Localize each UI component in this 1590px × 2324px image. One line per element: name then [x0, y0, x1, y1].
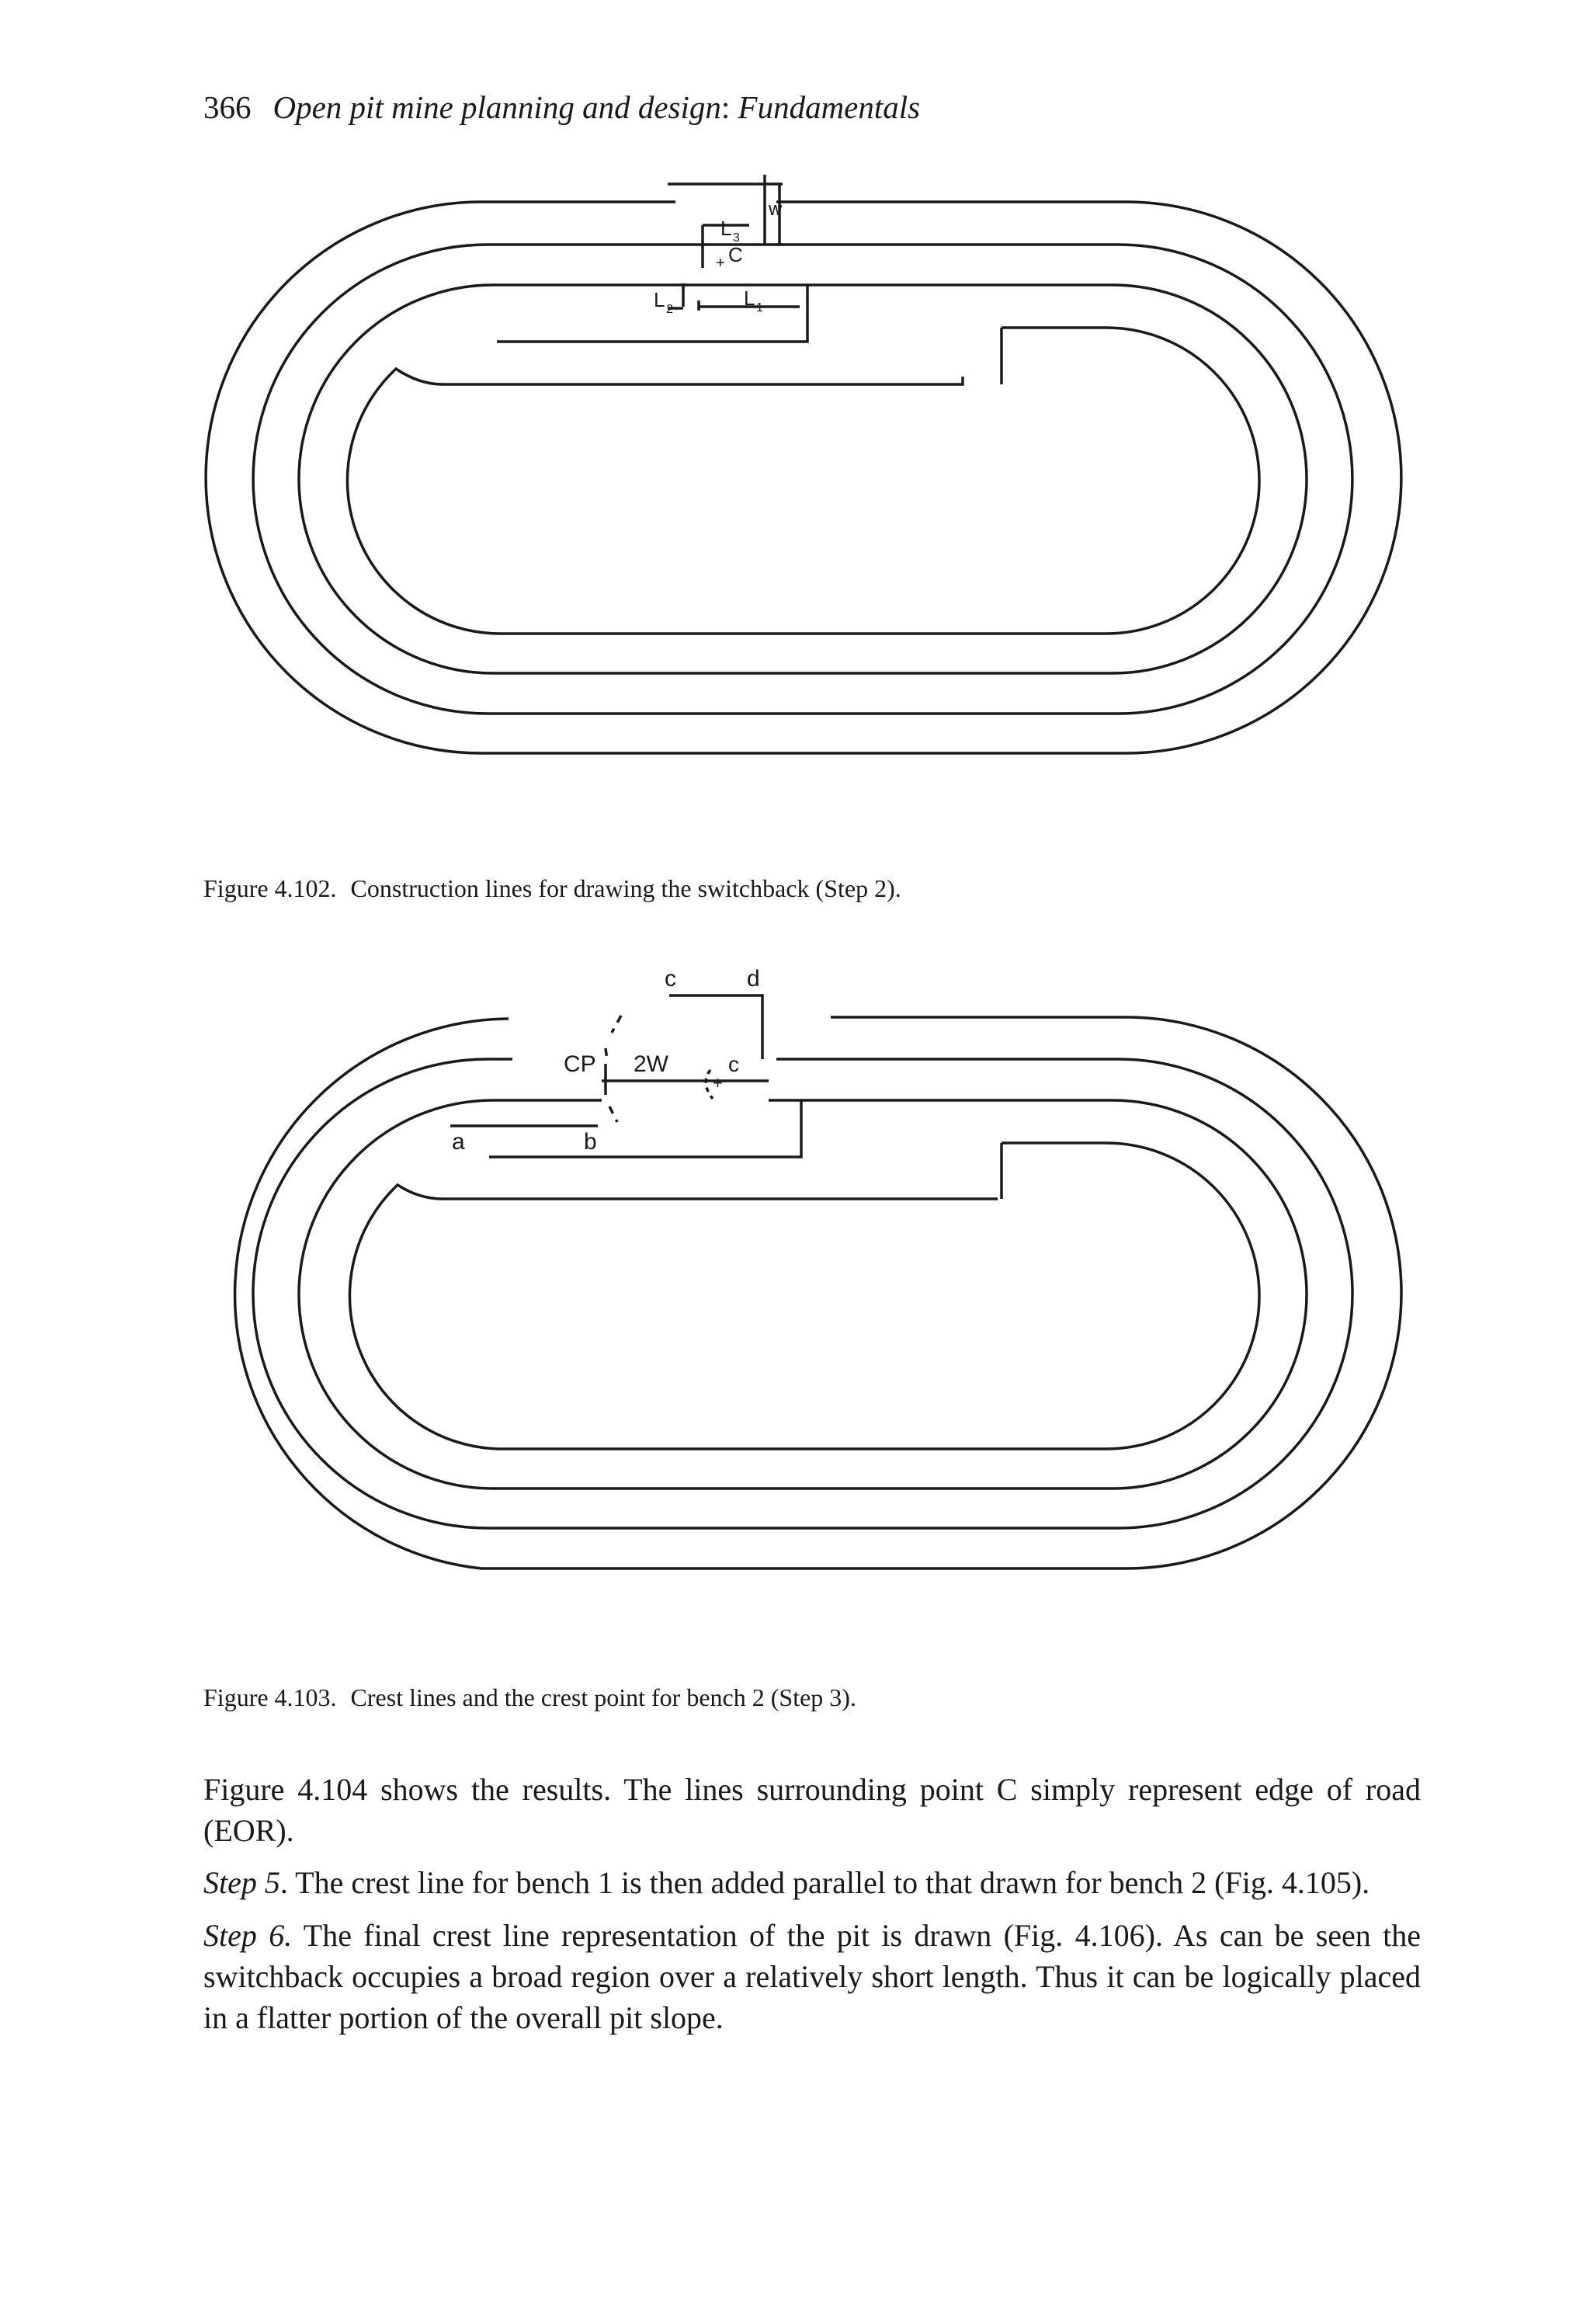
crest-point-arc: [706, 1070, 713, 1099]
label-C: C: [728, 243, 743, 266]
line-c-d: [669, 995, 762, 1059]
label-L2: L: [654, 288, 665, 311]
label-L1-sub: 1: [756, 301, 763, 314]
figure-4-102-caption: Figure 4.102. Construction lines for drawing the switchback (Step 2).: [203, 874, 901, 902]
figure-4-102-drawing: [0, 167, 1590, 842]
label-crest-plus: +: [713, 1073, 723, 1093]
crest-line-3: [299, 285, 1307, 673]
step-5-label: Step 5: [203, 1865, 280, 1901]
label-d: d: [747, 966, 760, 992]
label-a: a: [452, 1129, 465, 1155]
label-b: b: [584, 1129, 597, 1155]
paragraph-step-5: Step 5. The crest line for bench 1 is then added parallel to that drawn for bench 2 (Fig. 4.105).: [203, 1865, 1370, 1901]
crest-line-3: [299, 1100, 1307, 1489]
crest-line-inner: [349, 1143, 1259, 1449]
label-CP: CP: [564, 1051, 596, 1077]
page-number: 366: [203, 89, 252, 125]
crest-line-2: [253, 1059, 1352, 1528]
switchback-step-line: [489, 1100, 801, 1157]
construction-arc: [606, 1016, 621, 1122]
step-6-label: Step 6.: [203, 1917, 293, 1953]
body-text: [203, 1769, 1421, 2048]
label-L3-sub: 3: [733, 231, 740, 245]
label-c-top: c: [665, 966, 676, 992]
figure-4-103-drawing: [0, 963, 1590, 1662]
running-title: Open pit mine planning and design: Fundamentals: [273, 89, 921, 125]
paragraph-1: Figure 4.104 shows the results. The lines surrounding point C simply represent edge of road (EOR).: [203, 1772, 1421, 1849]
running-header: [203, 89, 921, 125]
label-L1: L: [744, 287, 755, 310]
label-L2-sub: 2: [666, 303, 673, 316]
crest-line-2: [253, 245, 1352, 714]
label-L3: L: [720, 217, 732, 240]
label-w: w: [769, 199, 783, 220]
paragraph-step-6: Step 6. The final crest line representation of the pit is drawn (Fig. 4.106). As can be seen the switchback occupies a broad region over a relatively short length. Thus it can be logically placed in a flatter portion of the overall pit slope.: [203, 1917, 1421, 2035]
figure-4-102: [0, 167, 1590, 842]
label-c-point: c: [728, 1052, 739, 1076]
figure-4-103: [0, 963, 1590, 1662]
crest-line-inner: [347, 328, 1259, 634]
figure-4-103-caption: Figure 4.103. Crest lines and the crest point for bench 2 (Step 3).: [203, 1683, 856, 1711]
label-2W: 2W: [634, 1051, 668, 1077]
label-C-plus: +: [716, 255, 725, 272]
